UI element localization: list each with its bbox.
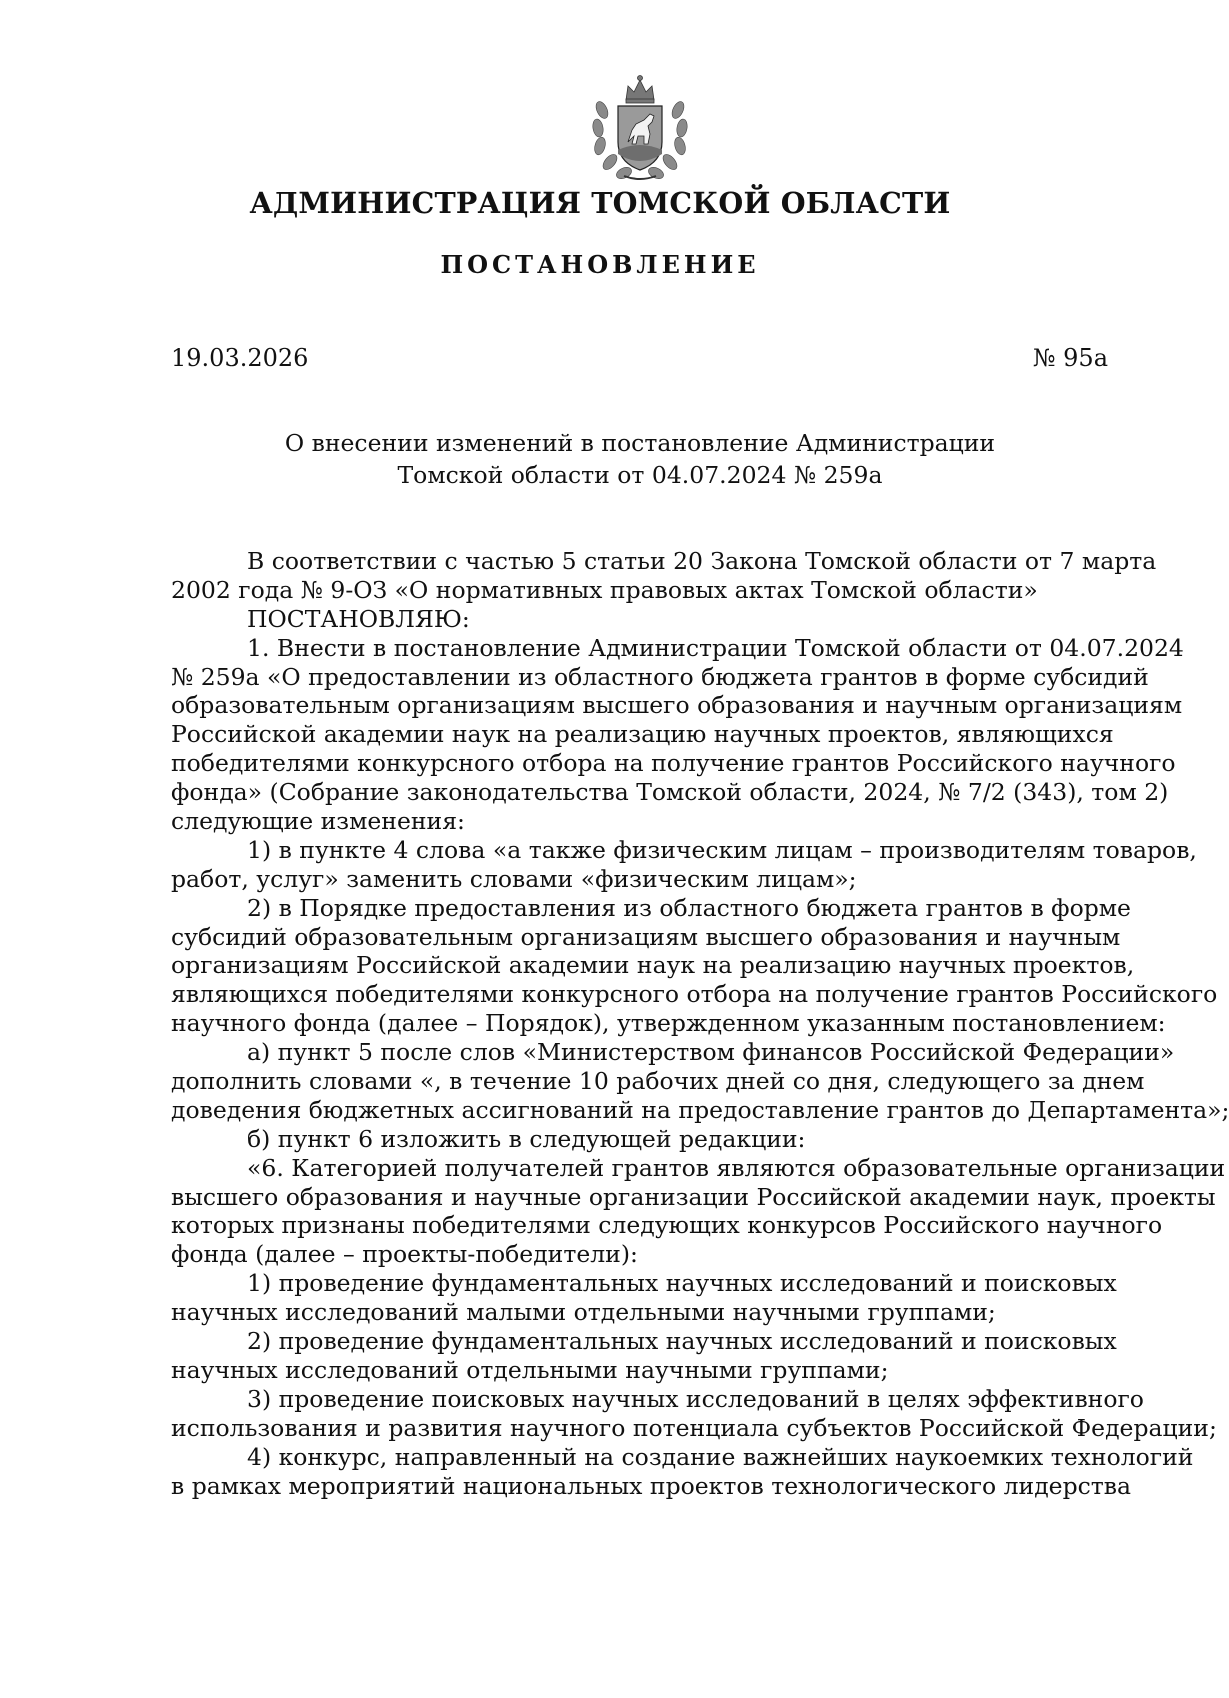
body-line: научных исследований отдельными научными группами; [171, 1355, 889, 1384]
body-line: дополнить словами «, в течение 10 рабочих дней со дня, следующего за днем [171, 1067, 1145, 1096]
body-line: следующие изменения: [171, 807, 465, 836]
body-line: доведения бюджетных ассигнований на предоставление грантов до Департамента»; [171, 1095, 1229, 1124]
body-line: «6. Категорией получателей грантов являются образовательные организации [247, 1153, 1226, 1182]
body-line: 1) в пункте 4 слова «а также физическим лицам – производителям товаров, [247, 835, 1197, 864]
body-line: Российской академии наук на реализацию научных проектов, являющихся [171, 720, 1114, 749]
body-line: субсидий образовательным организациям высшего образования и научным [171, 922, 1121, 951]
document-body [171, 547, 1229, 1500]
document-number: № 95а [1032, 344, 1108, 372]
tomsk-region-coat-of-arms-icon [588, 70, 692, 182]
body-line: высшего образования и научные организации Российской академии наук, проекты [171, 1182, 1216, 1211]
body-line: фонда (далее – проекты-победители): [171, 1240, 638, 1269]
document-subject [220, 427, 1060, 491]
subject-line: Томской области от 04.07.2024 № 259а [397, 461, 883, 489]
body-line: научного фонда (далее – Порядок), утвержденном указанным постановлением: [171, 1009, 1166, 1038]
body-line: В соответствии с частью 5 статьи 20 Закона Томской области от 7 марта [247, 547, 1157, 575]
body-line: фонда» (Собрание законодательства Томской области, 2024, № 7/2 (343), том 2) [171, 778, 1169, 807]
body-line: б) пункт 6 изложить в следующей редакции: [247, 1124, 806, 1153]
body-line: № 259а «О предоставлении из областного бюджета грантов в форме субсидий [171, 662, 1149, 691]
body-line: в рамках мероприятий национальных проектов технологического лидерства [171, 1471, 1132, 1500]
body-line: 1) проведение фундаментальных научных исследований и поисковых [247, 1269, 1117, 1298]
body-line: научных исследований малыми отдельными научными группами; [171, 1298, 996, 1327]
body-line: 4) конкурс, направленный на создание важнейших наукоемких технологий [247, 1442, 1194, 1471]
organization-title: АДМИНИСТРАЦИЯ ТОМСКОЙ ОБЛАСТИ [249, 186, 951, 220]
body-line: использования и развития научного потенциала субъектов Российской Федерации; [171, 1413, 1217, 1442]
body-line: работ, услуг» заменить словами «физическим лицам»; [171, 864, 857, 893]
body-line: 2002 года № 9-ОЗ «О нормативных правовых актах Томской области» [171, 575, 1038, 604]
body-line: являющихся победителями конкурсного отбора на получение грантов Российского [171, 980, 1218, 1009]
body-line: 2) проведение фундаментальных научных исследований и поисковых [247, 1327, 1117, 1356]
body-line: организациям Российской академии наук на реализацию научных проектов, [171, 951, 1135, 980]
body-line: 2) в Порядке предоставления из областного бюджета грантов в форме [247, 893, 1131, 922]
body-line: победителями конкурсного отбора на получение грантов Российского научного [171, 749, 1176, 778]
body-line: а) пункт 5 после слов «Министерством финансов Российской Федерации» [247, 1038, 1175, 1067]
body-line: ПОСТАНОВЛЯЮ: [247, 604, 470, 633]
subject-line: О внесении изменений в постановление Администрации [284, 429, 996, 457]
body-line: которых признаны победителями следующих конкурсов Российского научного [171, 1211, 1163, 1240]
document-date: 19.03.2026 [171, 344, 309, 372]
document-type-title: ПОСТАНОВЛЕНИЕ [440, 250, 760, 279]
body-line: образовательным организациям высшего образования и научным организациям [171, 691, 1183, 720]
body-line: 3) проведение поисковых научных исследований в целях эффективного [247, 1384, 1144, 1413]
body-line: 1. Внести в постановление Администрации Томской области от 04.07.2024 [247, 633, 1184, 662]
